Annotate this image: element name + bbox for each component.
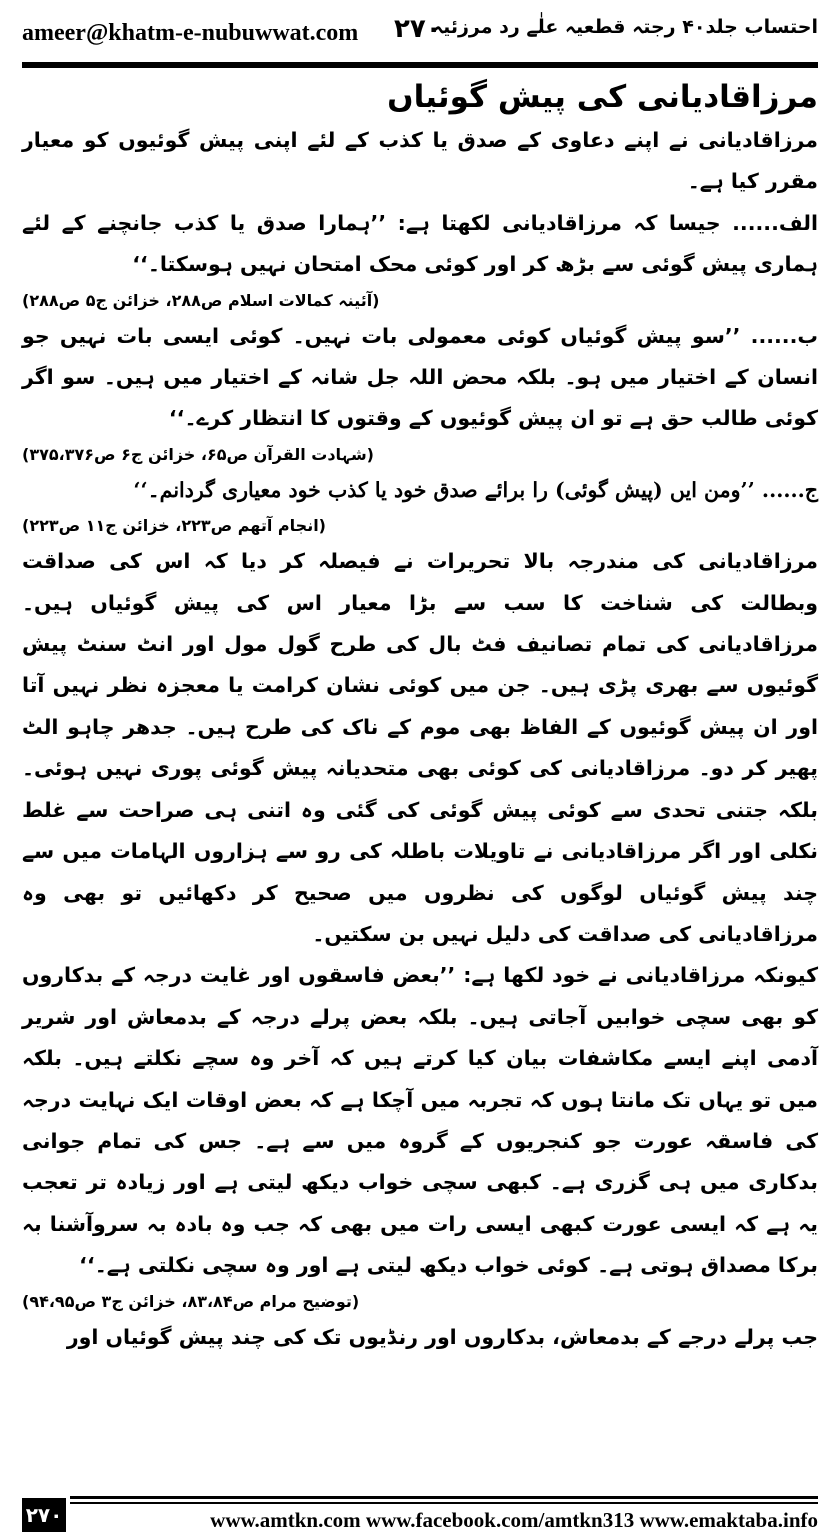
reference-alif-text: (آئینہ کمالات اسلام ص۲۸۸، خزائن ج۵ ص۲۸۸)	[22, 290, 380, 310]
header-email[interactable]: ameer@khatm-e-nubuwwat.com	[22, 20, 359, 46]
quoted-paragraph: کیونکہ مرزاقادیانی نے خود لکھا ہے: ’’بعض فاسقوں اور غایت درجہ کے بدکاروں کو بھی سچی خوابیں آجاتی ہیں۔ بلکہ بعض پرلے درجہ کے بدمعاش اور شریر آدمی اپنے ایسے مکاشفات بیان کیا کرتے ہیں کہ آخر وہ سچے نکلتے ہیں۔ بلکہ میں تو یہاں تک مانتا ہوں کہ تجربہ میں آچکا ہے کہ بعض اوقات ایک نہایت درجہ کی فاسقہ عورت جو کنجریوں کے گروہ میں سے ہے۔ جس کی تمام جوانی بدکاری میں ہی گزری ہے۔ کبھی سچی خواب دیکھ لیتی ہے اور زیادہ تر تعجب یہ ہے کہ ایسی عورت کبھی ایسی رات میں بھی کہ جب وہ بادہ بہ سروآشنا بہ برکا مصداق ہوتی ہے۔ کوئی خواب دیکھ لیتی ہے اور وہ سچی نکلتی ہے۔‘‘	[22, 963, 818, 1278]
page-footer	[22, 1496, 818, 1536]
analysis-paragraph: مرزاقادیانی کی مندرجہ بالا تحریرات نے فیصلہ کر دیا کہ اس کی صداقت وبطالت کی شناخت کا سب سے بڑا معیار اس کی پیش گوئیاں ہیں۔ مرزاقادیانی کی تمام تصانیف فٹ بال کی طرح گول مول اور انٹ سنٹ پیش گوئیوں سے بھری پڑی ہیں۔ جن میں کوئی نشان کرامت یا معجزہ نظر نہیں آتا اور ان پیش گوئیوں کے الفاظ بھی موم کے ناک کی طرح ہیں۔ جدھر چاہو الٹ پھیر کر دو۔ مرزاقادیانی کی کوئی بھی متحدیانہ پیش گوئی پوری نہیں ہوئی۔ بلکہ جتنی تحدی سے کوئی پیش گوئی کی گئی وہ اتنی ہی صراحت سے غلط نکلی اور اگر مرزاقادیانی نے تاویلات باطلہ کی رو سے ہزاروں الہامات میں سے چند پیش گوئیاں لوگوں کی نظروں میں صحیح کر دکھائیں تو بھی وہ مرزاقادیانی کی صداقت کی دلیل نہیں بن سکتیں۔	[22, 549, 818, 946]
header-running-title: احتساب جلد۴۰ رجتہ قطعیہ علٰے رد مرزئیہ	[431, 16, 818, 38]
reference-be	[22, 440, 818, 470]
closing-line: جب پرلے درجے کے بدمعاش، بدکاروں اور رنڈیوں تک کی چند پیش گوئیاں اور	[66, 1324, 818, 1349]
footer-divider-top	[70, 1496, 818, 1499]
quote-be: ب...... ’’سو پیش گوئیاں کوئی معمولی بات نہیں۔ کوئی ایسی بات نہیں جو انسان کے اختیار میں ہو۔ بلکہ محض اللہ جل شانہ کے اختیار میں ہیں۔ سو اگر کوئی طالب حق ہے تو ان پیش گوئیوں کے وقتوں کا انتظار کرے۔‘‘	[22, 323, 818, 431]
reference-quote-text: (توضیح مرام ص۸۳،۸۴، خزائن ج۳ ص۹۴،۹۵)	[22, 1291, 360, 1311]
reference-jeem-text: (انجام آتھم ص۲۲۳، خزائن ج۱۱ ص۲۲۳)	[22, 516, 326, 536]
reference-be-text: (شہادت القرآن ص۶۵، خزائن ج۶ ص۳۷۵،۳۷۶)	[22, 444, 374, 464]
quote-alif: الف...... جیسا کہ مرزاقادیانی لکھتا ہے: ’’ہمارا صدق یا کذب جانچنے کے لئے ہماری پیش گوئی سے بڑھ کر اور کوئی محک امتحان نہیں ہوسکتا۔‘‘	[22, 210, 818, 277]
header-divider	[22, 62, 818, 68]
footer-links[interactable]: www.amtkn.com www.facebook.com/amtkn313 www.emaktaba.info	[210, 1508, 818, 1532]
quote-jeem: ج...... ’’ومن ایں (پیش گوئی) را برائے صدق خود یا کذب خود معیاری گردانم۔‘‘	[133, 477, 818, 502]
footer-page-number: ۲۷۰	[22, 1498, 66, 1532]
header-page-number: ۲۷۰	[394, 14, 442, 44]
page-body	[22, 74, 818, 1358]
page-header	[22, 10, 818, 56]
reference-alif	[22, 286, 818, 316]
section-heading: مرزاقادیانی کی پیش گوئیاں	[387, 79, 818, 115]
reference-quote	[22, 1287, 818, 1317]
intro-paragraph: مرزاقادیانی نے اپنے دعاوی کے صدق یا کذب کے لئے اپنی پیش گوئیوں کو معیار مقرر کیا ہے۔	[22, 128, 818, 194]
footer-divider-bottom	[70, 1502, 818, 1504]
reference-jeem	[22, 511, 818, 541]
